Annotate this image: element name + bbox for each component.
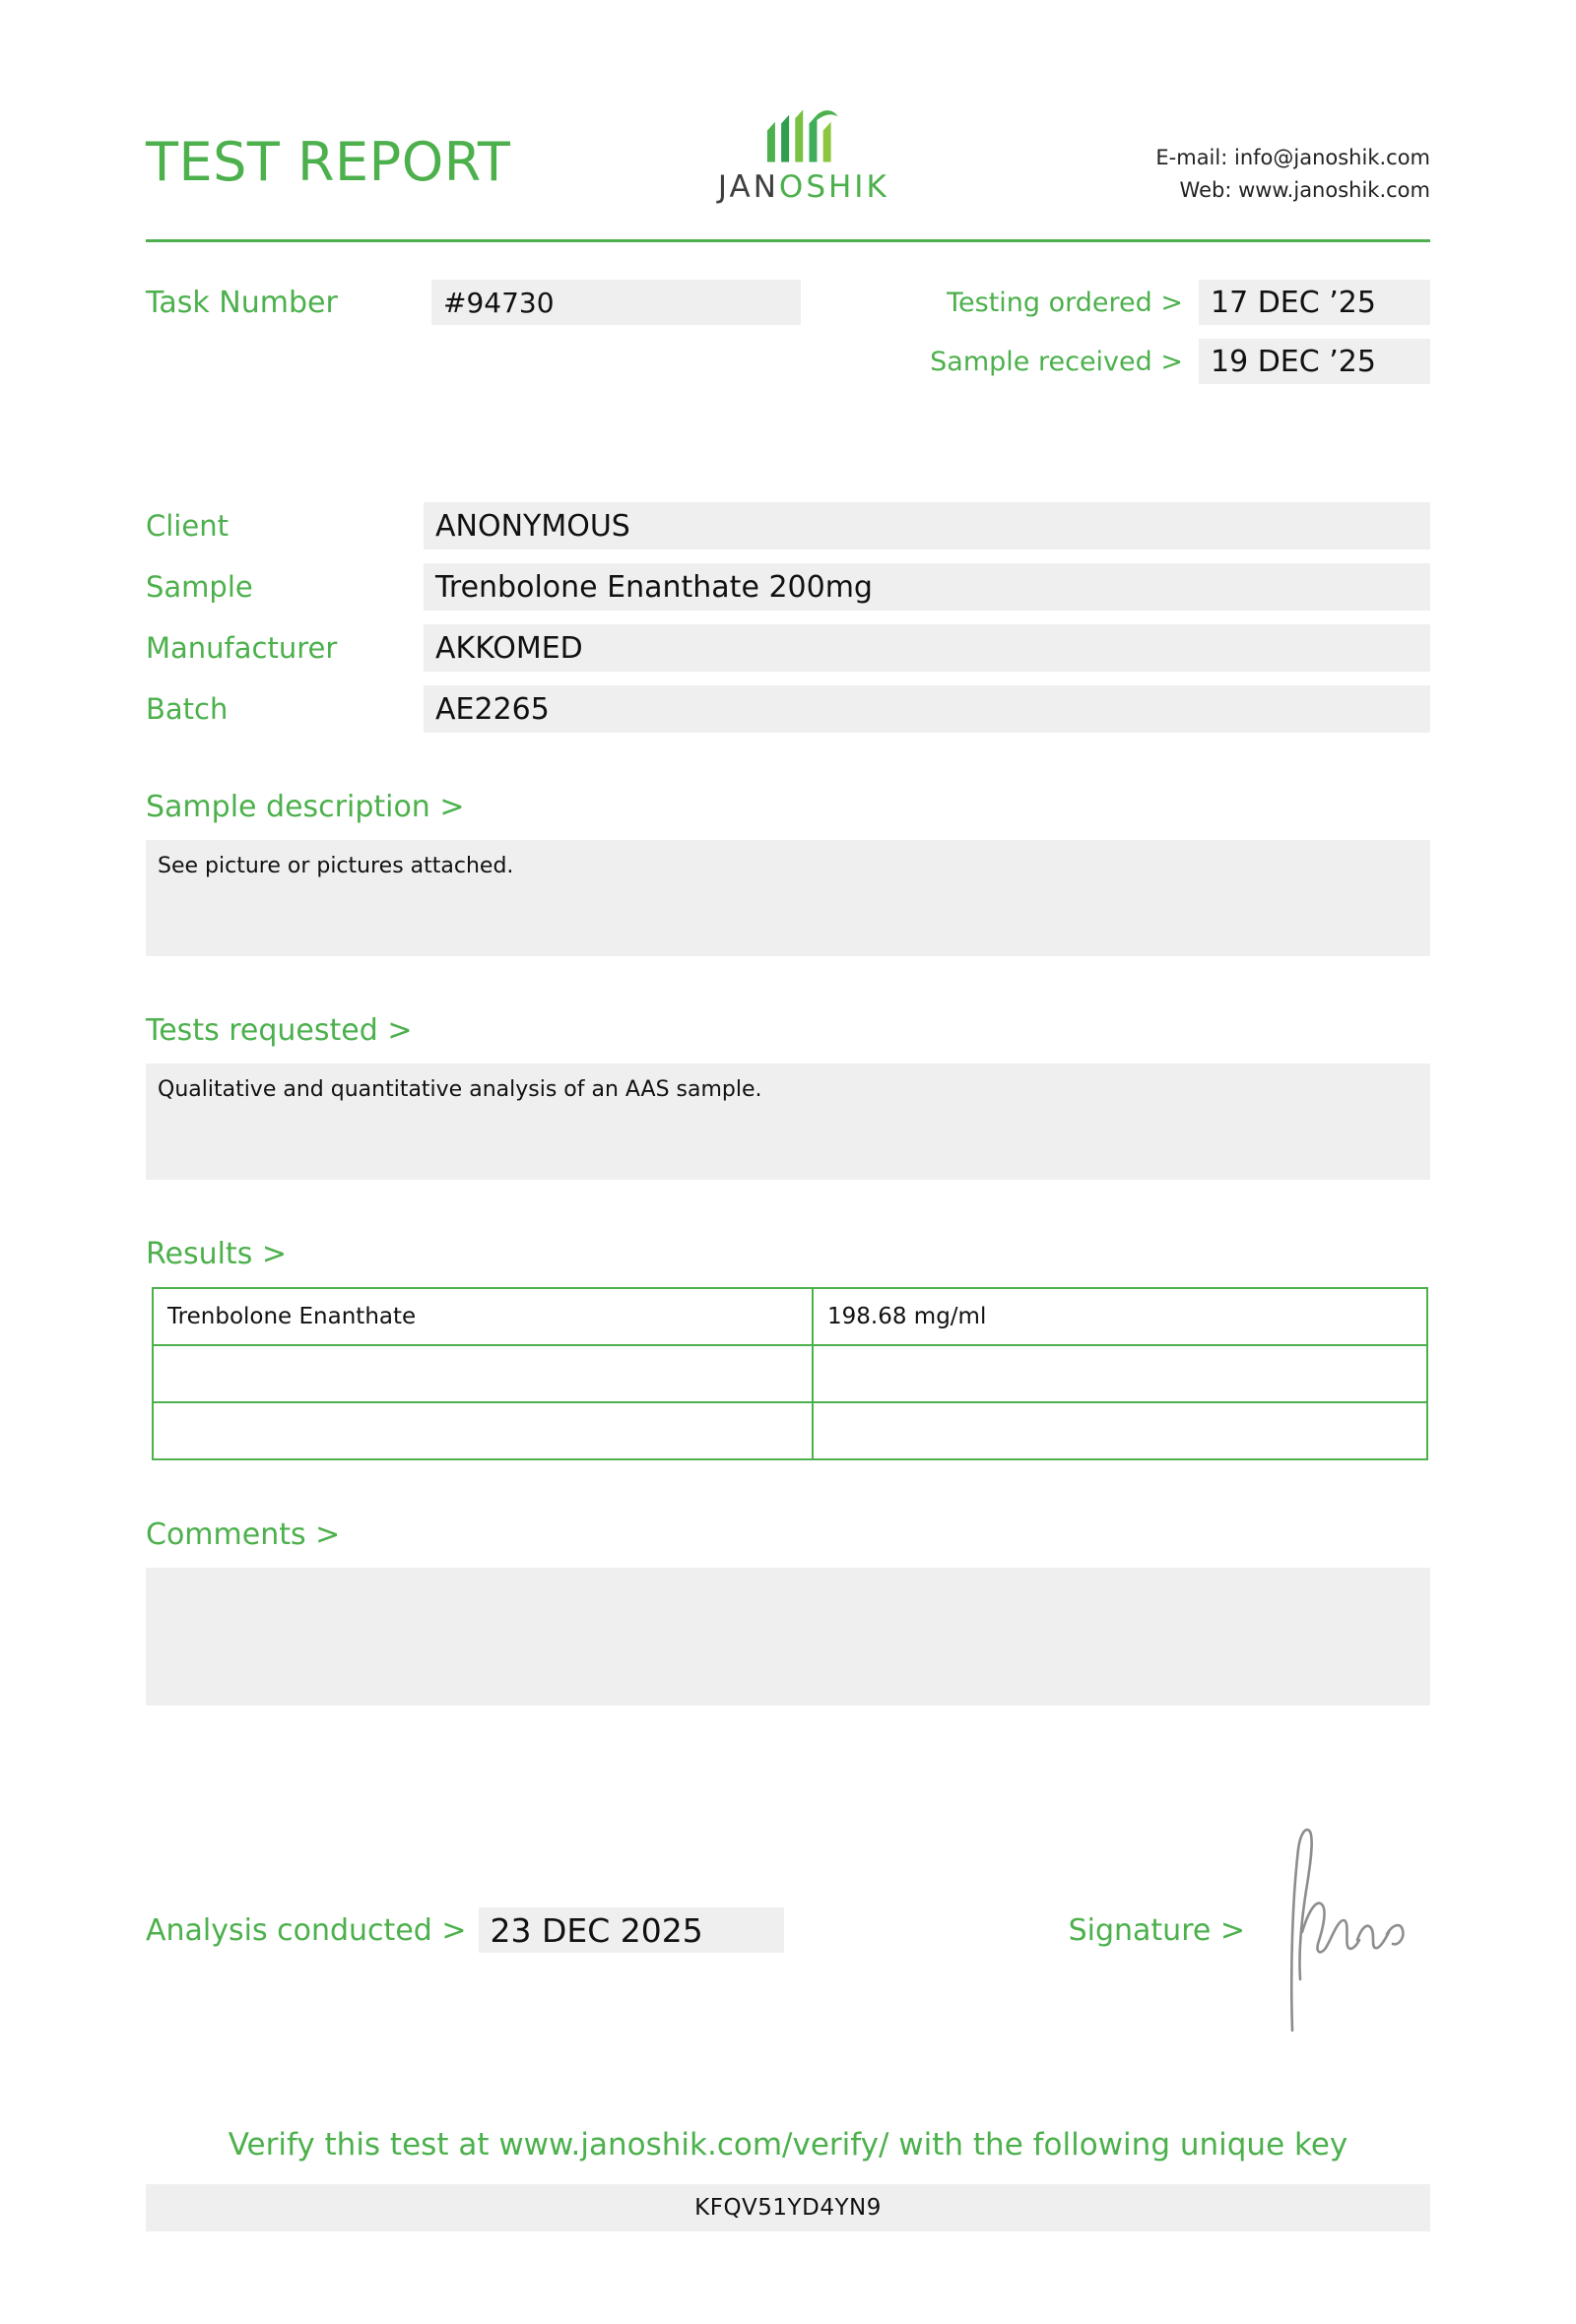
comments-text [146,1568,1430,1706]
unique-key: KFQV51YD4YN9 [146,2184,1430,2231]
result-value: 198.68 mg/ml [813,1288,1427,1345]
result-name [153,1345,813,1402]
results-table [152,1287,1428,1460]
result-name: Trenbolone Enanthate [153,1288,813,1345]
analysis-conducted-group [146,1907,784,1953]
testing-ordered-value: 17 DEC ’25 [1199,280,1430,325]
analysis-conducted-value: 23 DEC 2025 [479,1907,784,1953]
task-number-label: Task Number [146,285,338,320]
verify-text: Verify this test at www.janoshik.com/verify/ with the following unique key [228,2127,1348,2163]
signature-label: Signature > [1068,1912,1245,1948]
logo-word-part2: OSHIK [778,169,889,205]
logo-mark-icon [752,104,856,165]
task-row [146,280,1430,398]
table-row [153,1402,1427,1459]
results-title: Results > [146,1237,287,1272]
manufacturer-row [146,624,1430,672]
task-number-group [146,280,801,325]
testing-ordered-row [930,280,1430,325]
footer-row [146,1822,1430,2038]
sample-label: Sample [146,570,253,605]
signature-icon [1263,1822,1430,2038]
logo-wordmark [718,169,889,205]
batch-label: Batch [146,692,229,727]
sample-value: Trenbolone Enanthate 200mg [424,563,1430,611]
result-value [813,1345,1427,1402]
batch-value: AE2265 [424,685,1430,733]
testing-ordered-label: Testing ordered > [947,287,1183,318]
signature-group [1069,1822,1430,2038]
sample-received-label: Sample received > [930,346,1183,377]
sample-received-row [930,339,1430,384]
manufacturer-value: AKKOMED [424,624,1430,672]
contact-email: E-mail: info@janoshik.com [1155,146,1430,169]
contact-info [1155,142,1430,206]
manufacturer-label: Manufacturer [146,631,338,666]
result-value [813,1402,1427,1459]
result-name [153,1402,813,1459]
batch-row [146,685,1430,733]
sample-row [146,563,1430,611]
analysis-conducted-label: Analysis conducted > [146,1912,467,1948]
client-value: ANONYMOUS [424,502,1430,549]
header-divider [146,239,1430,242]
sample-description-title: Sample description > [146,790,465,825]
sample-received-value: 19 DEC ’25 [1199,339,1430,384]
report-header [146,0,1430,206]
sample-info-block [146,502,1430,733]
janoshik-logo [718,104,889,205]
tests-requested-text: Qualitative and quantitative analysis of an AAS sample. [146,1064,1430,1180]
client-label: Client [146,509,229,544]
client-row [146,502,1430,549]
sample-description-text: See picture or pictures attached. [146,840,1430,956]
comments-title: Comments > [146,1517,341,1553]
contact-web: Web: www.janoshik.com [1179,177,1430,202]
page-title: TEST REPORT [146,131,511,193]
table-row [153,1288,1427,1345]
table-row [153,1345,1427,1402]
dates-group [930,280,1430,398]
task-number-value: #94730 [431,280,801,325]
tests-requested-title: Tests requested > [146,1013,413,1049]
logo-word-part1: JAN [717,169,779,205]
